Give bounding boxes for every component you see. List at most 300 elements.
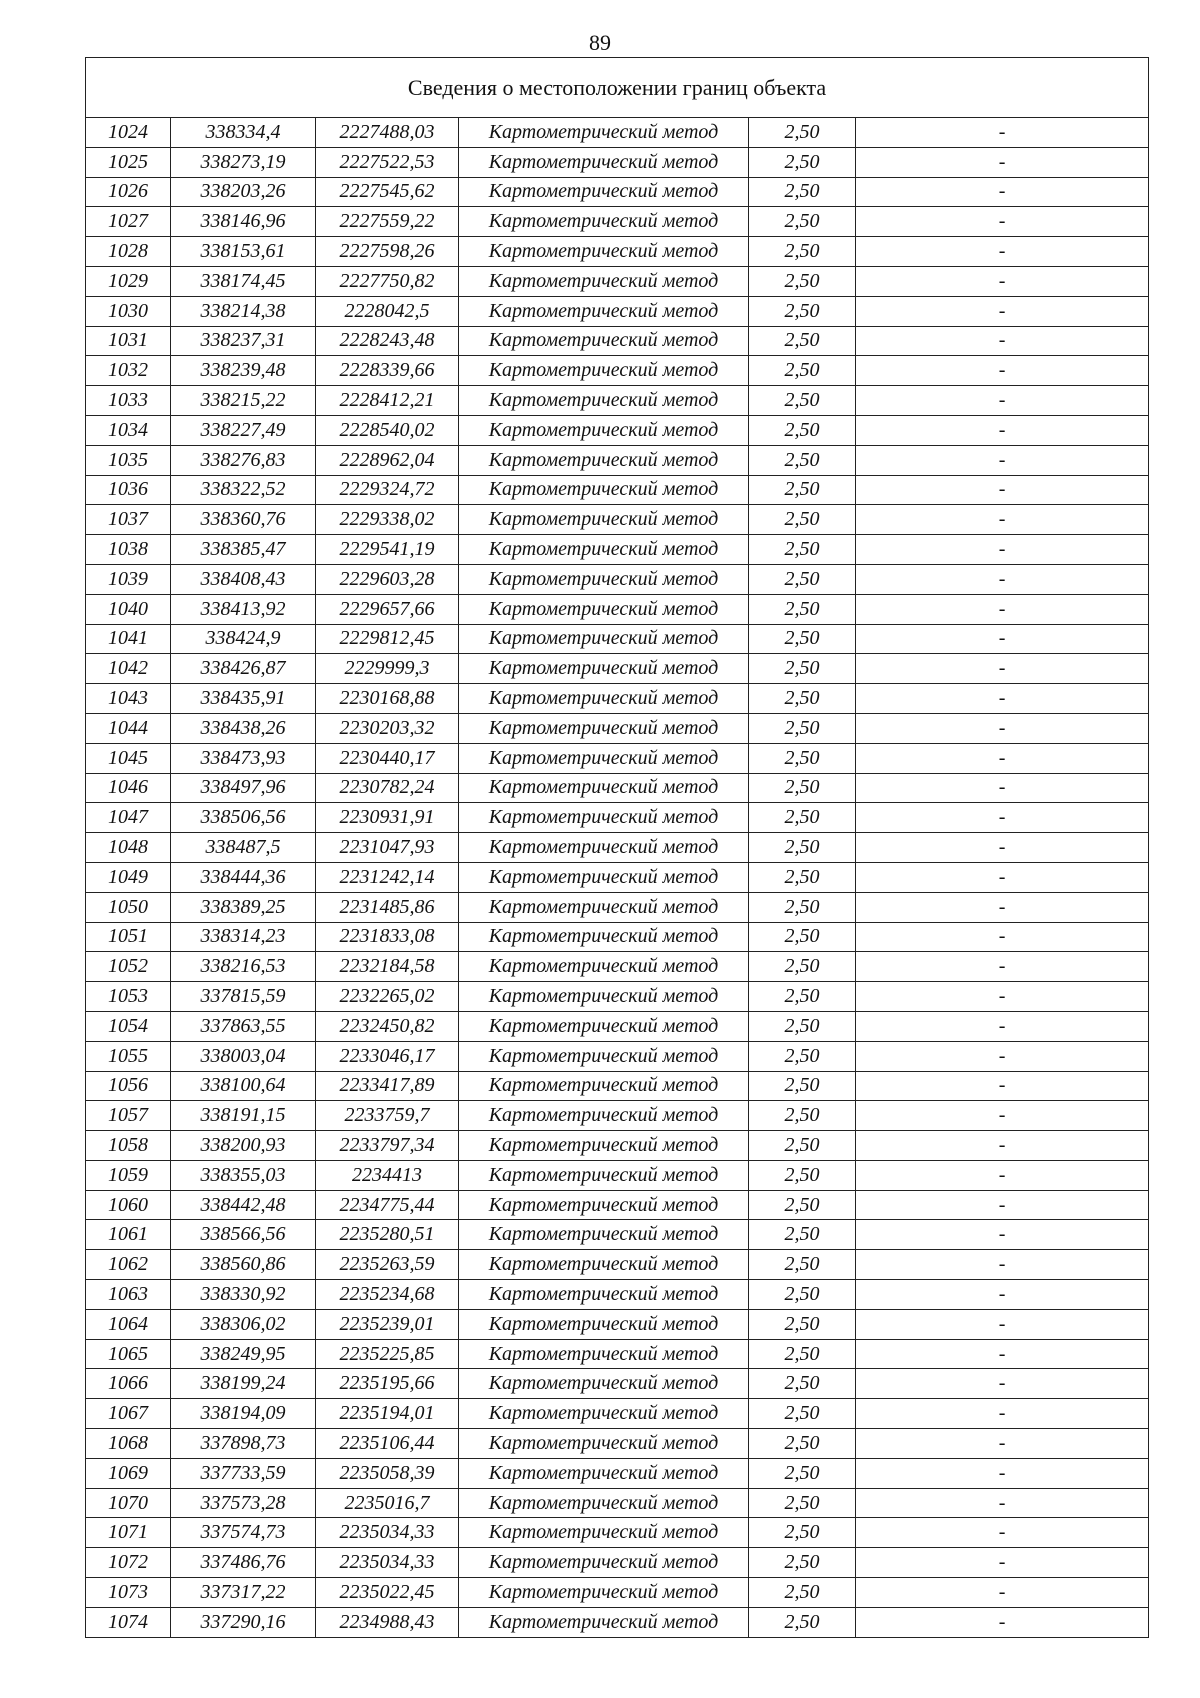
description-cell: - (856, 862, 1149, 892)
accuracy-cell: 2,50 (749, 1518, 856, 1548)
method-cell: Картометрический метод (459, 1458, 749, 1488)
point-id-cell: 1059 (86, 1160, 171, 1190)
x-coordinate-cell: 337317,22 (171, 1578, 316, 1608)
table-row (86, 684, 1149, 714)
method-cell: Картометрический метод (459, 505, 749, 535)
point-id-cell: 1067 (86, 1399, 171, 1429)
point-id-cell: 1052 (86, 952, 171, 982)
description-cell: - (856, 833, 1149, 863)
x-coordinate-cell: 338276,83 (171, 445, 316, 475)
description-cell: - (856, 1607, 1149, 1637)
point-id-cell: 1028 (86, 237, 171, 267)
table-row (86, 1548, 1149, 1578)
y-coordinate-cell: 2233046,17 (316, 1041, 459, 1071)
point-id-cell: 1041 (86, 624, 171, 654)
method-cell: Картометрический метод (459, 833, 749, 863)
x-coordinate-cell: 338174,45 (171, 266, 316, 296)
description-cell: - (856, 1429, 1149, 1459)
y-coordinate-cell: 2232184,58 (316, 952, 459, 982)
description-cell: - (856, 1280, 1149, 1310)
table-row (86, 296, 1149, 326)
x-coordinate-cell: 338506,56 (171, 803, 316, 833)
method-cell: Картометрический метод (459, 177, 749, 207)
description-cell: - (856, 445, 1149, 475)
method-cell: Картометрический метод (459, 892, 749, 922)
accuracy-cell: 2,50 (749, 1309, 856, 1339)
y-coordinate-cell: 2235195,66 (316, 1369, 459, 1399)
description-cell: - (856, 1548, 1149, 1578)
method-cell: Картометрический метод (459, 803, 749, 833)
accuracy-cell: 2,50 (749, 1011, 856, 1041)
table-row (86, 654, 1149, 684)
point-id-cell: 1070 (86, 1488, 171, 1518)
description-cell: - (856, 1339, 1149, 1369)
method-cell: Картометрический метод (459, 386, 749, 416)
description-cell: - (856, 1309, 1149, 1339)
x-coordinate-cell: 338330,92 (171, 1280, 316, 1310)
point-id-cell: 1071 (86, 1518, 171, 1548)
method-cell: Картометрический метод (459, 445, 749, 475)
x-coordinate-cell: 338306,02 (171, 1309, 316, 1339)
method-cell: Картометрический метод (459, 952, 749, 982)
accuracy-cell: 2,50 (749, 1429, 856, 1459)
point-id-cell: 1029 (86, 266, 171, 296)
description-cell: - (856, 624, 1149, 654)
accuracy-cell: 2,50 (749, 1548, 856, 1578)
y-coordinate-cell: 2229603,28 (316, 564, 459, 594)
description-cell: - (856, 177, 1149, 207)
method-cell: Картометрический метод (459, 1518, 749, 1548)
accuracy-cell: 2,50 (749, 266, 856, 296)
accuracy-cell: 2,50 (749, 1250, 856, 1280)
table-row (86, 118, 1149, 148)
y-coordinate-cell: 2235194,01 (316, 1399, 459, 1429)
description-cell: - (856, 505, 1149, 535)
y-coordinate-cell: 2232450,82 (316, 1011, 459, 1041)
x-coordinate-cell: 338355,03 (171, 1160, 316, 1190)
method-cell: Картометрический метод (459, 1101, 749, 1131)
accuracy-cell: 2,50 (749, 505, 856, 535)
method-cell: Картометрический метод (459, 1131, 749, 1161)
point-id-cell: 1069 (86, 1458, 171, 1488)
method-cell: Картометрический метод (459, 1488, 749, 1518)
table-title: Сведения о местоположении границ объекта (86, 58, 1149, 118)
table-row (86, 207, 1149, 237)
x-coordinate-cell: 338191,15 (171, 1101, 316, 1131)
table-row (86, 147, 1149, 177)
point-id-cell: 1048 (86, 833, 171, 863)
accuracy-cell: 2,50 (749, 684, 856, 714)
accuracy-cell: 2,50 (749, 475, 856, 505)
description-cell: - (856, 266, 1149, 296)
description-cell: - (856, 743, 1149, 773)
point-id-cell: 1033 (86, 386, 171, 416)
y-coordinate-cell: 2235106,44 (316, 1429, 459, 1459)
method-cell: Картометрический метод (459, 535, 749, 565)
y-coordinate-cell: 2234413 (316, 1160, 459, 1190)
description-cell: - (856, 326, 1149, 356)
accuracy-cell: 2,50 (749, 1160, 856, 1190)
point-id-cell: 1026 (86, 177, 171, 207)
table-row (86, 1399, 1149, 1429)
description-cell: - (856, 1488, 1149, 1518)
page-number: 89 (589, 30, 611, 55)
point-id-cell: 1043 (86, 684, 171, 714)
point-id-cell: 1068 (86, 1429, 171, 1459)
point-id-cell: 1049 (86, 862, 171, 892)
description-cell: - (856, 535, 1149, 565)
x-coordinate-cell: 338424,9 (171, 624, 316, 654)
point-id-cell: 1038 (86, 535, 171, 565)
accuracy-cell: 2,50 (749, 1369, 856, 1399)
y-coordinate-cell: 2231047,93 (316, 833, 459, 863)
method-cell: Картометрический метод (459, 1190, 749, 1220)
table-row (86, 1280, 1149, 1310)
method-cell: Картометрический метод (459, 475, 749, 505)
y-coordinate-cell: 2233797,34 (316, 1131, 459, 1161)
description-cell: - (856, 415, 1149, 445)
y-coordinate-cell: 2235225,85 (316, 1339, 459, 1369)
table-row (86, 445, 1149, 475)
description-cell: - (856, 1190, 1149, 1220)
x-coordinate-cell: 337290,16 (171, 1607, 316, 1637)
description-cell: - (856, 356, 1149, 386)
method-cell: Картометрический метод (459, 1280, 749, 1310)
table-row (86, 475, 1149, 505)
description-cell: - (856, 564, 1149, 594)
table-row (86, 1071, 1149, 1101)
table-row (86, 505, 1149, 535)
method-cell: Картометрический метод (459, 415, 749, 445)
y-coordinate-cell: 2228339,66 (316, 356, 459, 386)
table-row (86, 564, 1149, 594)
accuracy-cell: 2,50 (749, 1399, 856, 1429)
method-cell: Картометрический метод (459, 982, 749, 1012)
x-coordinate-cell: 338360,76 (171, 505, 316, 535)
description-cell: - (856, 594, 1149, 624)
x-coordinate-cell: 338239,48 (171, 356, 316, 386)
y-coordinate-cell: 2229812,45 (316, 624, 459, 654)
point-id-cell: 1039 (86, 564, 171, 594)
x-coordinate-cell: 338003,04 (171, 1041, 316, 1071)
point-id-cell: 1025 (86, 147, 171, 177)
point-id-cell: 1042 (86, 654, 171, 684)
y-coordinate-cell: 2227559,22 (316, 207, 459, 237)
description-cell: - (856, 386, 1149, 416)
y-coordinate-cell: 2228243,48 (316, 326, 459, 356)
table-row (86, 1220, 1149, 1250)
point-id-cell: 1024 (86, 118, 171, 148)
accuracy-cell: 2,50 (749, 1190, 856, 1220)
x-coordinate-cell: 338497,96 (171, 773, 316, 803)
table-row (86, 1131, 1149, 1161)
y-coordinate-cell: 2227488,03 (316, 118, 459, 148)
description-cell: - (856, 1250, 1149, 1280)
x-coordinate-cell: 338408,43 (171, 564, 316, 594)
table-row (86, 1578, 1149, 1608)
x-coordinate-cell: 338273,19 (171, 147, 316, 177)
x-coordinate-cell: 338215,22 (171, 386, 316, 416)
y-coordinate-cell: 2235034,33 (316, 1548, 459, 1578)
accuracy-cell: 2,50 (749, 594, 856, 624)
method-cell: Картометрический метод (459, 1339, 749, 1369)
point-id-cell: 1063 (86, 1280, 171, 1310)
table-row (86, 356, 1149, 386)
accuracy-cell: 2,50 (749, 564, 856, 594)
accuracy-cell: 2,50 (749, 1339, 856, 1369)
method-cell: Картометрический метод (459, 1548, 749, 1578)
description-cell: - (856, 982, 1149, 1012)
description-cell: - (856, 118, 1149, 148)
description-cell: - (856, 475, 1149, 505)
table-row (86, 892, 1149, 922)
point-id-cell: 1060 (86, 1190, 171, 1220)
accuracy-cell: 2,50 (749, 386, 856, 416)
x-coordinate-cell: 338100,64 (171, 1071, 316, 1101)
description-cell: - (856, 654, 1149, 684)
x-coordinate-cell: 338566,56 (171, 1220, 316, 1250)
y-coordinate-cell: 2235234,68 (316, 1280, 459, 1310)
point-id-cell: 1040 (86, 594, 171, 624)
description-cell: - (856, 1101, 1149, 1131)
x-coordinate-cell: 338435,91 (171, 684, 316, 714)
y-coordinate-cell: 2227750,82 (316, 266, 459, 296)
point-id-cell: 1046 (86, 773, 171, 803)
method-cell: Картометрический метод (459, 1399, 749, 1429)
table-row (86, 1518, 1149, 1548)
point-id-cell: 1062 (86, 1250, 171, 1280)
point-id-cell: 1036 (86, 475, 171, 505)
x-coordinate-cell: 338199,24 (171, 1369, 316, 1399)
y-coordinate-cell: 2230931,91 (316, 803, 459, 833)
accuracy-cell: 2,50 (749, 1607, 856, 1637)
method-cell: Картометрический метод (459, 207, 749, 237)
x-coordinate-cell: 338389,25 (171, 892, 316, 922)
description-cell: - (856, 1131, 1149, 1161)
y-coordinate-cell: 2232265,02 (316, 982, 459, 1012)
method-cell: Картометрический метод (459, 1309, 749, 1339)
table-row (86, 803, 1149, 833)
accuracy-cell: 2,50 (749, 177, 856, 207)
y-coordinate-cell: 2229338,02 (316, 505, 459, 535)
accuracy-cell: 2,50 (749, 892, 856, 922)
accuracy-cell: 2,50 (749, 415, 856, 445)
method-cell: Картометрический метод (459, 684, 749, 714)
accuracy-cell: 2,50 (749, 803, 856, 833)
table-row (86, 1488, 1149, 1518)
method-cell: Картометрический метод (459, 1011, 749, 1041)
method-cell: Картометрический метод (459, 624, 749, 654)
y-coordinate-cell: 2228412,21 (316, 386, 459, 416)
table-row (86, 386, 1149, 416)
y-coordinate-cell: 2233759,7 (316, 1101, 459, 1131)
x-coordinate-cell: 338385,47 (171, 535, 316, 565)
table-row (86, 1190, 1149, 1220)
x-coordinate-cell: 338322,52 (171, 475, 316, 505)
y-coordinate-cell: 2235022,45 (316, 1578, 459, 1608)
x-coordinate-cell: 338146,96 (171, 207, 316, 237)
y-coordinate-cell: 2234988,43 (316, 1607, 459, 1637)
x-coordinate-cell: 337486,76 (171, 1548, 316, 1578)
y-coordinate-cell: 2229324,72 (316, 475, 459, 505)
x-coordinate-cell: 338216,53 (171, 952, 316, 982)
point-id-cell: 1065 (86, 1339, 171, 1369)
accuracy-cell: 2,50 (749, 713, 856, 743)
method-cell: Картометрический метод (459, 1160, 749, 1190)
method-cell: Картометрический метод (459, 862, 749, 892)
description-cell: - (856, 773, 1149, 803)
accuracy-cell: 2,50 (749, 237, 856, 267)
accuracy-cell: 2,50 (749, 1071, 856, 1101)
method-cell: Картометрический метод (459, 713, 749, 743)
method-cell: Картометрический метод (459, 743, 749, 773)
table-row (86, 1607, 1149, 1637)
method-cell: Картометрический метод (459, 773, 749, 803)
table-body (86, 118, 1149, 1638)
description-cell: - (856, 922, 1149, 952)
x-coordinate-cell: 338227,49 (171, 415, 316, 445)
y-coordinate-cell: 2231833,08 (316, 922, 459, 952)
table-row (86, 1160, 1149, 1190)
y-coordinate-cell: 2233417,89 (316, 1071, 459, 1101)
point-id-cell: 1064 (86, 1309, 171, 1339)
point-id-cell: 1057 (86, 1101, 171, 1131)
accuracy-cell: 2,50 (749, 1041, 856, 1071)
method-cell: Картометрический метод (459, 1369, 749, 1399)
table-row (86, 713, 1149, 743)
accuracy-cell: 2,50 (749, 982, 856, 1012)
method-cell: Картометрический метод (459, 296, 749, 326)
point-id-cell: 1045 (86, 743, 171, 773)
y-coordinate-cell: 2229657,66 (316, 594, 459, 624)
table-row (86, 1339, 1149, 1369)
description-cell: - (856, 1011, 1149, 1041)
boundary-coordinates-table (85, 57, 1149, 1638)
table-row (86, 594, 1149, 624)
method-cell: Картометрический метод (459, 1071, 749, 1101)
x-coordinate-cell: 338237,31 (171, 326, 316, 356)
x-coordinate-cell: 338438,26 (171, 713, 316, 743)
method-cell: Картометрический метод (459, 1578, 749, 1608)
coordinates-table-container (85, 57, 1148, 1638)
table-row (86, 326, 1149, 356)
table-row (86, 177, 1149, 207)
table-row (86, 952, 1149, 982)
description-cell: - (856, 952, 1149, 982)
point-id-cell: 1053 (86, 982, 171, 1012)
y-coordinate-cell: 2230203,32 (316, 713, 459, 743)
table-row (86, 862, 1149, 892)
description-cell: - (856, 296, 1149, 326)
x-coordinate-cell: 337815,59 (171, 982, 316, 1012)
x-coordinate-cell: 338200,93 (171, 1131, 316, 1161)
point-id-cell: 1055 (86, 1041, 171, 1071)
table-row (86, 1458, 1149, 1488)
accuracy-cell: 2,50 (749, 1101, 856, 1131)
method-cell: Картометрический метод (459, 594, 749, 624)
x-coordinate-cell: 338426,87 (171, 654, 316, 684)
y-coordinate-cell: 2234775,44 (316, 1190, 459, 1220)
x-coordinate-cell: 338560,86 (171, 1250, 316, 1280)
y-coordinate-cell: 2235016,7 (316, 1488, 459, 1518)
method-cell: Картометрический метод (459, 356, 749, 386)
y-coordinate-cell: 2230782,24 (316, 773, 459, 803)
accuracy-cell: 2,50 (749, 654, 856, 684)
point-id-cell: 1030 (86, 296, 171, 326)
x-coordinate-cell: 338487,5 (171, 833, 316, 863)
accuracy-cell: 2,50 (749, 118, 856, 148)
table-row (86, 743, 1149, 773)
table-row (86, 415, 1149, 445)
point-id-cell: 1050 (86, 892, 171, 922)
table-row (86, 237, 1149, 267)
table-row (86, 1369, 1149, 1399)
accuracy-cell: 2,50 (749, 862, 856, 892)
table-row (86, 266, 1149, 296)
table-row (86, 922, 1149, 952)
x-coordinate-cell: 337573,28 (171, 1488, 316, 1518)
description-cell: - (856, 237, 1149, 267)
accuracy-cell: 2,50 (749, 773, 856, 803)
x-coordinate-cell: 338314,23 (171, 922, 316, 952)
table-row (86, 1041, 1149, 1071)
point-id-cell: 1051 (86, 922, 171, 952)
description-cell: - (856, 892, 1149, 922)
y-coordinate-cell: 2227545,62 (316, 177, 459, 207)
x-coordinate-cell: 337574,73 (171, 1518, 316, 1548)
point-id-cell: 1061 (86, 1220, 171, 1250)
description-cell: - (856, 684, 1149, 714)
x-coordinate-cell: 338473,93 (171, 743, 316, 773)
table-row (86, 1101, 1149, 1131)
accuracy-cell: 2,50 (749, 1220, 856, 1250)
x-coordinate-cell: 338194,09 (171, 1399, 316, 1429)
x-coordinate-cell: 338249,95 (171, 1339, 316, 1369)
table-row (86, 833, 1149, 863)
y-coordinate-cell: 2227598,26 (316, 237, 459, 267)
y-coordinate-cell: 2230168,88 (316, 684, 459, 714)
accuracy-cell: 2,50 (749, 1488, 856, 1518)
y-coordinate-cell: 2235263,59 (316, 1250, 459, 1280)
y-coordinate-cell: 2231485,86 (316, 892, 459, 922)
accuracy-cell: 2,50 (749, 743, 856, 773)
point-id-cell: 1035 (86, 445, 171, 475)
y-coordinate-cell: 2235239,01 (316, 1309, 459, 1339)
y-coordinate-cell: 2227522,53 (316, 147, 459, 177)
accuracy-cell: 2,50 (749, 445, 856, 475)
accuracy-cell: 2,50 (749, 1578, 856, 1608)
method-cell: Картометрический метод (459, 147, 749, 177)
description-cell: - (856, 1399, 1149, 1429)
table-row (86, 1309, 1149, 1339)
description-cell: - (856, 147, 1149, 177)
y-coordinate-cell: 2235280,51 (316, 1220, 459, 1250)
accuracy-cell: 2,50 (749, 624, 856, 654)
method-cell: Картометрический метод (459, 1220, 749, 1250)
x-coordinate-cell: 338203,26 (171, 177, 316, 207)
point-id-cell: 1027 (86, 207, 171, 237)
x-coordinate-cell: 338413,92 (171, 594, 316, 624)
table-row (86, 1011, 1149, 1041)
description-cell: - (856, 1071, 1149, 1101)
point-id-cell: 1031 (86, 326, 171, 356)
x-coordinate-cell: 338442,48 (171, 1190, 316, 1220)
point-id-cell: 1037 (86, 505, 171, 535)
description-cell: - (856, 207, 1149, 237)
accuracy-cell: 2,50 (749, 296, 856, 326)
point-id-cell: 1032 (86, 356, 171, 386)
method-cell: Картометрический метод (459, 654, 749, 684)
